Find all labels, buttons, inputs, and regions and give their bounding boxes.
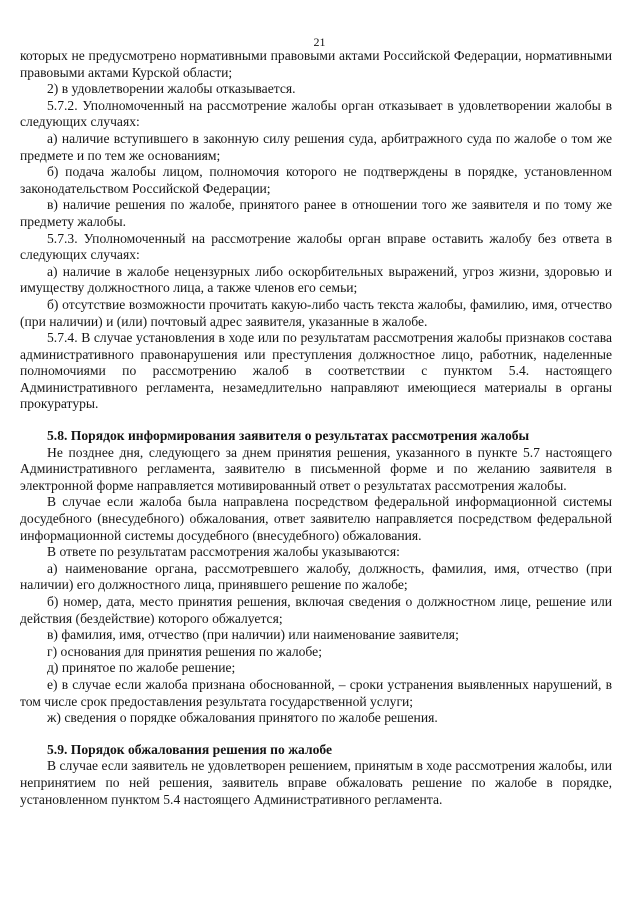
- body-paragraph: Не позднее дня, следующего за днем принятия решения, указанного в пункте 5.7 настоящего Административного регламента, заявителю в письменной форме и по желанию заявителя в электронной форме направляется мотивированный ответ о результатах рассмотрения жалобы.: [20, 444, 612, 493]
- body-paragraph: В случае если заявитель не удовлетворен решением, принятым в ходе рассмотрения жалобы, или непринятием по ней решения, заявитель вправе обжаловать решение по жалобе в порядке, установленном пунктом 5.4 настоящего Административного регламента.: [20, 758, 612, 807]
- body-paragraph: в) наличие решения по жалобе, принятого ранее в отношении того же заявителя и по тому же предмету жалобы.: [20, 197, 612, 229]
- body-paragraph: которых не предусмотрено нормативными правовыми актами Российской Федерации, нормативными правовыми актами Курской области;: [20, 48, 612, 80]
- section-heading-5-8: 5.8. Порядок информирования заявителя о результатах рассмотрения жалобы: [47, 428, 530, 444]
- section-heading-5-9: 5.9. Порядок обжалования решения по жалобе: [47, 741, 333, 757]
- body-paragraph: б) отсутствие возможности прочитать какую-либо часть текста жалобы, фамилию, имя, отчество (при наличии) и (или) почтовый адрес заявителя, указанные в жалобе.: [20, 296, 612, 329]
- body-paragraph: б) подача жалобы лицом, полномочия которого не подтверждены в порядке, установленном законодательством Российской Федерации;: [20, 164, 612, 196]
- body-paragraph: а) наличие вступившего в законную силу решения суда, арбитражного суда по жалобе о том же предмете и по тем же основаниям;: [20, 130, 612, 163]
- body-paragraph: е) в случае если жалоба признана обоснованной, – сроки устранения выявленных нарушений, в том числе срок предоставления результата государственной услуги;: [20, 676, 612, 709]
- body-paragraph: а) наименование органа, рассмотревшего жалобу, должность, фамилия, имя, отчество (при наличии) его должностного лица, принявшего решение по жалобе;: [20, 560, 612, 593]
- body-paragraph: В случае если жалоба была направлена посредством федеральной информационной системы досудебного (внесудебного) обжалования, ответ заявителю направляется посредством федеральной информационной системы досудебного (внесудебного) обжалования.: [20, 494, 612, 543]
- section-5-7-paragraphs: [20, 48, 612, 413]
- section-spacer: [20, 413, 612, 428]
- body-paragraph: в) фамилия, имя, отчество (при наличии) или наименование заявителя;: [47, 627, 459, 643]
- body-paragraph: В ответе по результатам рассмотрения жалобы указываются:: [47, 544, 400, 560]
- body-paragraph: 5.7.2. Уполномоченный на рассмотрение жалобы орган отказывает в удовлетворении жалобы в следующих случаях:: [20, 97, 612, 130]
- section-5-8-paragraphs: [20, 445, 612, 727]
- body-paragraph: а) наличие в жалобе нецензурных либо оскорбительных выражений, угроз жизни, здоровью и имуществу должностного лица, а также членов его семьи;: [20, 263, 612, 296]
- document-body: [20, 48, 612, 808]
- body-paragraph: г) основания для принятия решения по жалобе;: [47, 643, 322, 659]
- body-paragraph: 5.7.3. Уполномоченный на рассмотрение жалобы орган вправе оставить жалобу без ответа в следующих случаях:: [20, 230, 612, 263]
- body-paragraph: б) номер, дата, место принятия решения, включая сведения о должностном лице, решение или действия (бездействие) которого обжалуется;: [20, 594, 612, 626]
- body-paragraph: ж) сведения о порядке обжалования принятого по жалобе решения.: [47, 710, 438, 726]
- body-paragraph: д) принятое по жалобе решение;: [47, 660, 236, 676]
- section-spacer: [20, 727, 612, 742]
- body-paragraph: 2) в удовлетворении жалобы отказывается.: [47, 81, 296, 97]
- page-number: 21: [313, 35, 326, 49]
- section-5-9-paragraphs: [20, 758, 612, 808]
- body-paragraph: 5.7.4. В случае установления в ходе или по результатам рассмотрения жалобы признаков состава административного правонарушения или преступления должностное лицо, работник, наделенные полномочиями по рассмотрению жалоб в соответствии с пунктом 5.4. настоящего Административного регламента, незамедлительно направляют имеющиеся материалы в органы прокуратуры.: [20, 330, 612, 412]
